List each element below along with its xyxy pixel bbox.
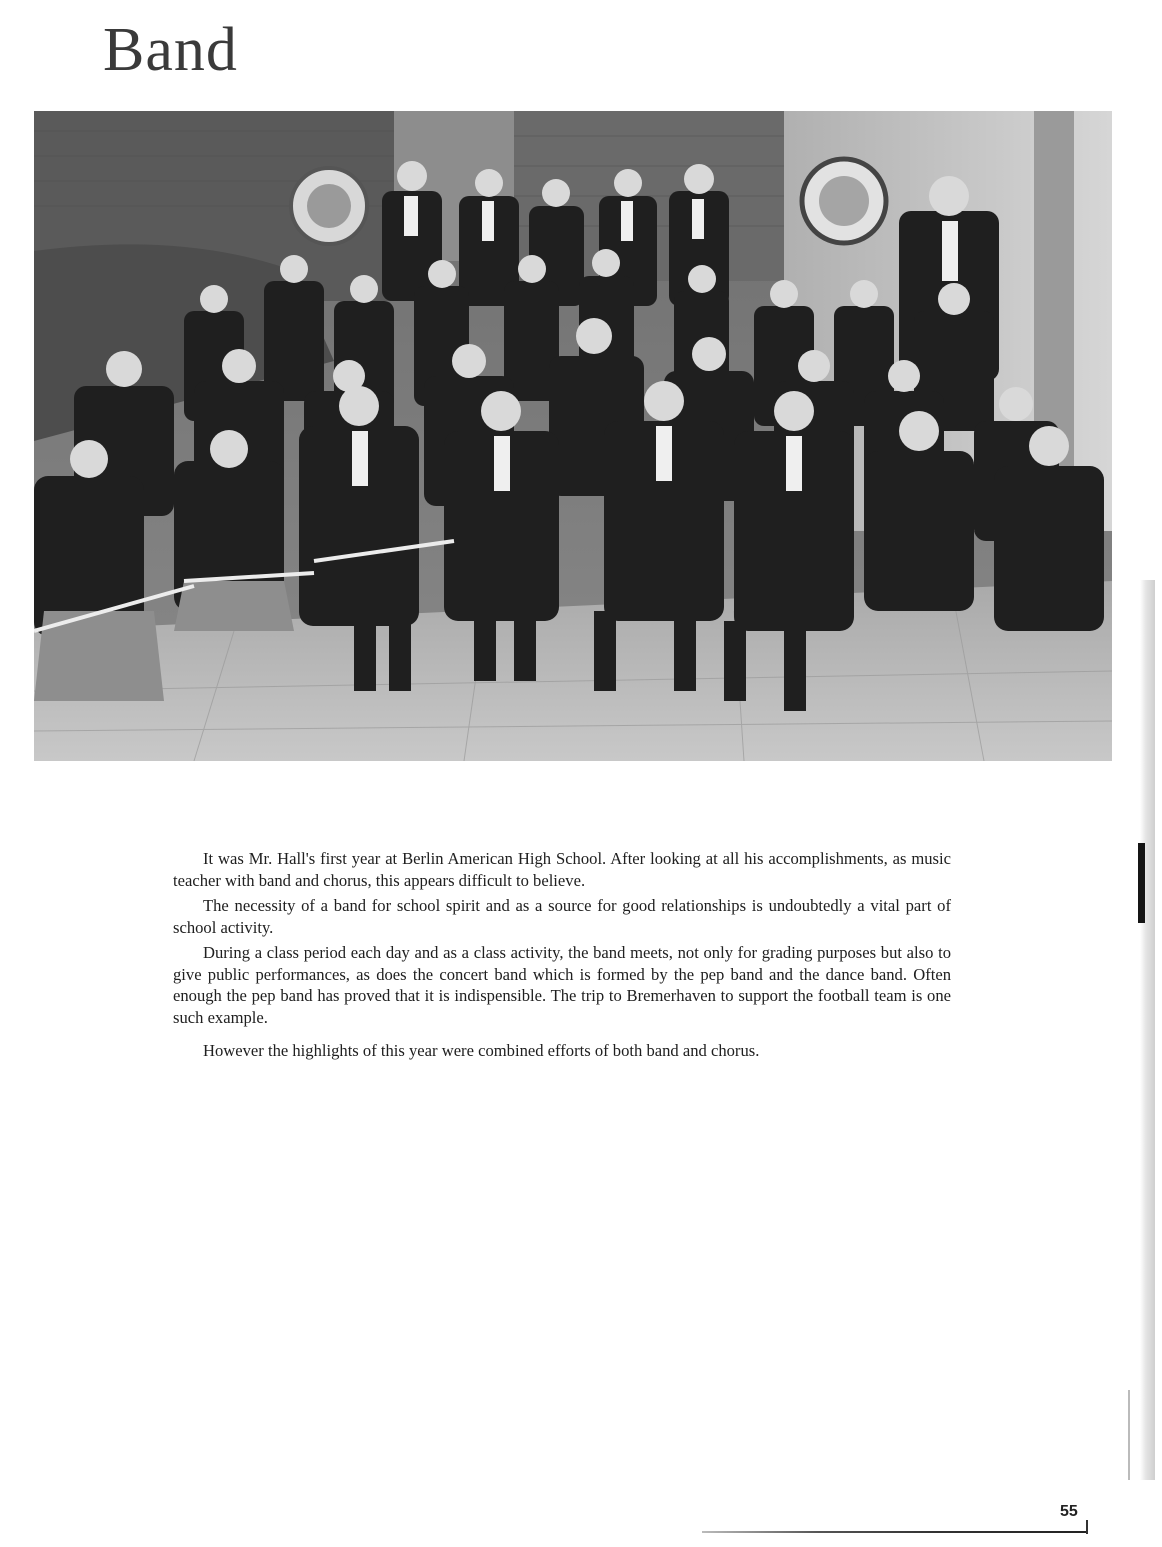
band-group-photo — [34, 111, 1112, 761]
page-edge-shadow — [1140, 580, 1155, 1480]
article-body — [173, 848, 951, 1074]
group-photo-icon — [34, 111, 1112, 761]
page-title: Band — [103, 16, 238, 84]
page-number: 55 — [1060, 1503, 1078, 1520]
paragraph-highlights: However the highlights of this year were combined efforts of both band and chorus. — [203, 1041, 760, 1060]
bottom-rule — [702, 1531, 1088, 1533]
paragraph-class-period: During a class period each day and as a class activity, the band meets, not only for grading purposes but also to give public performances, as does the concert band which is formed by the pep band and the dance band. Often enough the pep band has proved that it is indispensible. The trip to Bremerhaven to support the football team is one such example. — [173, 943, 951, 1027]
paragraph-necessity: The necessity of a band for school spirit and as a source for good relationships is undoubtedly a vital part of school activity. — [173, 896, 951, 937]
bottom-rule-end — [1086, 1520, 1088, 1534]
page-edge-tick — [1128, 1390, 1130, 1480]
page-edge-mark — [1138, 843, 1145, 923]
paragraph-intro: It was Mr. Hall's first year at Berlin American High School. After looking at all his accomplishments, as music teacher with band and chorus, this appears difficult to believe. — [173, 849, 951, 890]
